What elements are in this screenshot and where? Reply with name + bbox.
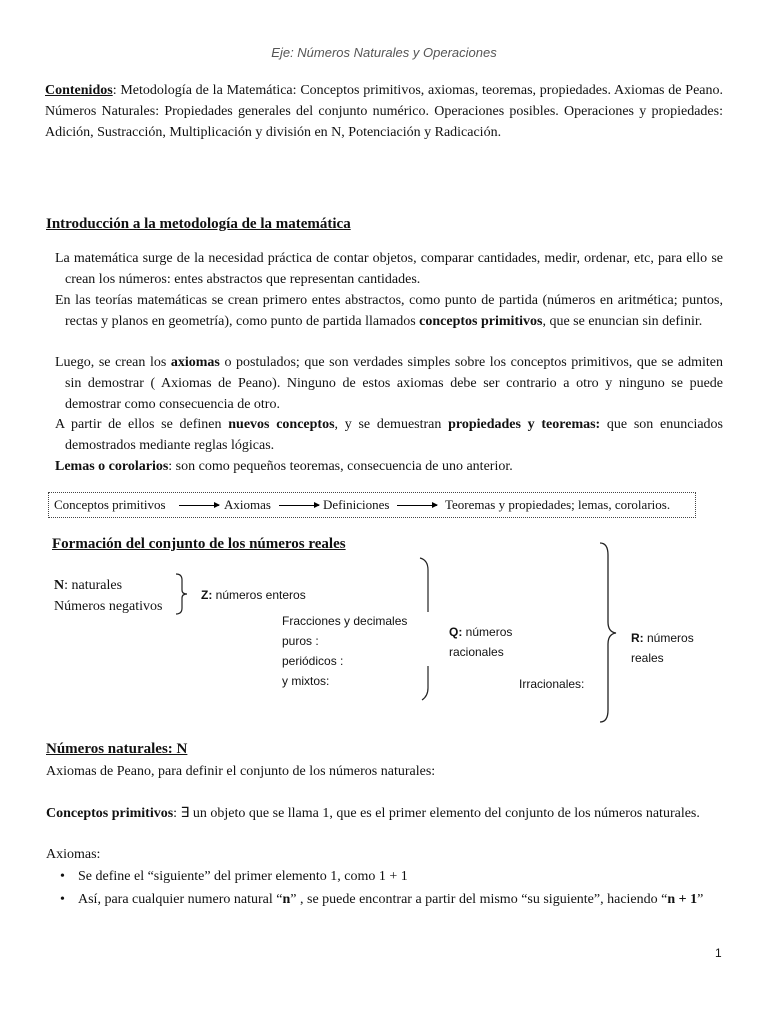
cp-label: Conceptos primitivos [46,806,174,821]
axiomas-list [48,866,728,910]
intro-p2-end: , que se enuncian sin definir. [542,314,703,329]
intro-paragraph-3 [55,352,723,415]
flow-arrow-2 [279,505,319,506]
intro-p3-bold: axiomas [170,355,220,370]
flow-step-teoremas: Teoremas y propiedades; lemas, corolarios. [445,497,671,512]
r-text-1: números [643,631,694,645]
r-label: R: [631,631,644,645]
flow-arrow-1 [179,505,219,506]
document-header: Eje: Números Naturales y Operaciones [271,45,497,60]
intro-paragraph-2 [55,290,723,332]
list-item [48,866,728,887]
frac-line-2: puros : [282,634,319,648]
set-racionales-2: racionales [449,645,504,659]
frac-line-4: y mixtos: [282,674,330,688]
intro-p3-text: Luego, se crean los [55,355,171,370]
axiom-1-text: Se define el “siguiente” del primer elemento 1, como 1 + 1 [78,869,408,884]
frac-line-1: Fracciones y decimales [282,614,408,628]
flow-arrow-3 [397,505,437,506]
list-item [48,889,728,910]
formacion-heading: Formación del conjunto de los números reales [52,536,346,552]
set-enteros [201,585,306,605]
intro-heading: Introducción a la metodología de la matemática [46,216,351,232]
set-negativos: Números negativos [54,599,163,614]
set-reales [631,628,694,648]
axiom-2-n1: n + 1 [667,892,698,907]
flow-step-definiciones: Definiciones [323,497,390,512]
concept-flow-box [48,492,696,518]
page-number: 1 [715,946,722,960]
cp-text: : ∃ un objeto que se llama 1, que es el primer elemento del conjunto de los números naturales. [173,806,700,821]
brace-racionales [412,556,436,706]
intro-p4-bold-2: propiedades y teoremas: [448,417,601,432]
axiom-2-end: ” [697,892,704,907]
intro-paragraph-1: La matemática surge de la necesidad práctica de contar objetos, comparar cantidades, medir, ordenar, etc, para ello se crean los números: entes abstractos que representan cantidades. [55,251,723,287]
intro-p4-bold-1: nuevos conceptos [228,417,335,432]
flow-step-axiomas: Axiomas [224,497,271,512]
axiom-2-n: n [282,892,291,907]
axiom-2-mid: ” , se puede encontrar a partir del mismo “su siguiente”, haciendo “ [290,892,668,907]
n-text: : naturales [64,578,123,593]
intro-p5-bold: Lemas o corolarios [55,459,169,474]
contenidos-text: : Metodología de la Matemática: Conceptos primitivos, axiomas, teoremas, propiedades. Axiomas de Peano. Números Naturales: Propiedades generales del conjunto numérico. Operaciones posibles. Operaciones y propiedades: Adición, Sustracción, Multiplicación y división en N, Potenciación y Radicación. [45,83,723,140]
intro-paragraph-5 [55,456,723,477]
set-irracionales: Irracionales: [519,677,585,691]
set-reales-2: reales [631,651,664,665]
intro-p2-bold: conceptos primitivos [419,314,543,329]
z-label: Z: [201,588,213,602]
brace-enteros [172,572,192,616]
q-text-1: números [462,625,513,639]
intro-p3-end: o postulados; que son verdades simples sobre los conceptos primitivos, que se admiten sin demostrar ( Axiomas de Peano). Ninguno de estos axiomas debe ser contrario a otro y ninguno se puede demostrar como consecuencia de otro. [65,355,723,412]
naturales-heading: Números naturales: N [46,741,188,757]
z-text: números enteros [212,588,306,602]
naturales-intro: Axiomas de Peano, para definir el conjunto de los números naturales: [46,764,436,779]
intro-p4-text: A partir de ellos se definen [55,417,229,432]
conceptos-primitivos-paragraph [46,803,706,824]
axiom-2-text: Así, para cualquier numero natural “ [78,892,283,907]
set-racionales [449,622,512,642]
contenidos-label: Contenidos [45,83,113,98]
intro-p5-text: : son como pequeños teoremas, consecuencia de uno anterior. [168,459,513,474]
intro-p4-mid: , y se demuestran [334,417,449,432]
n-label: N [54,578,65,593]
frac-line-3: periódicos : [282,654,344,668]
intro-p4-end: que son enunciados demostrados mediante reglas lógicas. [65,417,724,453]
q-label: Q: [449,625,463,639]
contenidos-paragraph [45,80,723,143]
set-naturales [54,576,122,596]
flow-step-conceptos: Conceptos primitivos [54,497,166,512]
axiomas-label: Axiomas: [46,847,101,862]
brace-reales [596,540,626,726]
intro-p2-text: En las teorías matemáticas se crean primero entes abstractos, como punto de partida (números en aritmética; puntos, rectas y planos en geometría), como punto de partida llamados [55,293,723,329]
intro-paragraph-4 [55,414,723,456]
